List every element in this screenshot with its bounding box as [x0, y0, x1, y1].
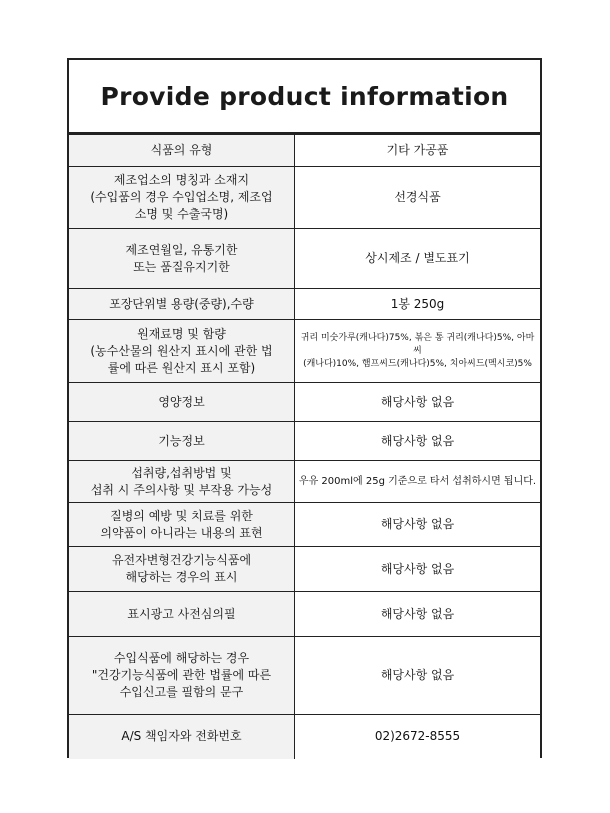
row-value: 해당사항 없음: [295, 503, 541, 547]
product-info-table: [69, 134, 540, 759]
table-row: [69, 715, 540, 759]
row-value: 상시제조 / 별도표기: [295, 229, 541, 289]
row-value: 1봉 250g: [295, 289, 541, 320]
row-value: 해당사항 없음: [295, 383, 541, 422]
table-row: [69, 461, 540, 503]
row-value: 해당사항 없음: [295, 547, 541, 592]
page-title: Provide product information: [69, 60, 540, 134]
row-value: 귀리 미숫가루(캐나다)75%, 볶은 통 귀리(캐나다)5%, 아마씨 (캐나다)10%, 햄프씨드(캐나다)5%, 치아씨드(멕시코)5%: [295, 320, 541, 383]
row-value: 우유 200ml에 25g 기준으로 타서 섭취하시면 됩니다.: [295, 461, 541, 503]
table-row: [69, 167, 540, 229]
row-label: A/S 책임자와 전화번호: [69, 715, 295, 759]
product-info-sheet: [67, 58, 542, 758]
table-row: [69, 135, 540, 167]
table-row: [69, 383, 540, 422]
row-label: 기능정보: [69, 422, 295, 461]
row-label: 영양정보: [69, 383, 295, 422]
row-value: 02)2672-8555: [295, 715, 541, 759]
row-label: 포장단위별 용량(중량),수량: [69, 289, 295, 320]
table-row: [69, 422, 540, 461]
row-label: 유전자변형건강기능식품에 해당하는 경우의 표시: [69, 547, 295, 592]
row-label: 섭취량,섭취방법 및 섭취 시 주의사항 및 부작용 가능성: [69, 461, 295, 503]
table-row: [69, 637, 540, 715]
table-row: [69, 289, 540, 320]
row-label: 제조연월일, 유통기한 또는 품질유지기한: [69, 229, 295, 289]
row-value: 해당사항 없음: [295, 422, 541, 461]
table-row: [69, 320, 540, 383]
table-row: [69, 503, 540, 547]
table-row: [69, 229, 540, 289]
table-row: [69, 547, 540, 592]
row-label: 표시광고 사전심의필: [69, 592, 295, 637]
row-label: 수입식품에 해당하는 경우 "건강기능식품에 관한 법률에 따른 수입신고를 필함의 문구: [69, 637, 295, 715]
row-value: 해당사항 없음: [295, 637, 541, 715]
row-label: 식품의 유형: [69, 135, 295, 167]
row-value: 해당사항 없음: [295, 592, 541, 637]
row-label: 원재료명 및 함량 (농수산물의 원산지 표시에 관한 법 률에 따른 원산지 표시 포함): [69, 320, 295, 383]
row-label: 질병의 예방 및 치료를 위한 의약품이 아니라는 내용의 표현: [69, 503, 295, 547]
row-value: 선경식품: [295, 167, 541, 229]
row-value: 기타 가공품: [295, 135, 541, 167]
table-row: [69, 592, 540, 637]
row-label: 제조업소의 명칭과 소재지 (수입품의 경우 수입업소명, 제조업 소명 및 수출국명): [69, 167, 295, 229]
